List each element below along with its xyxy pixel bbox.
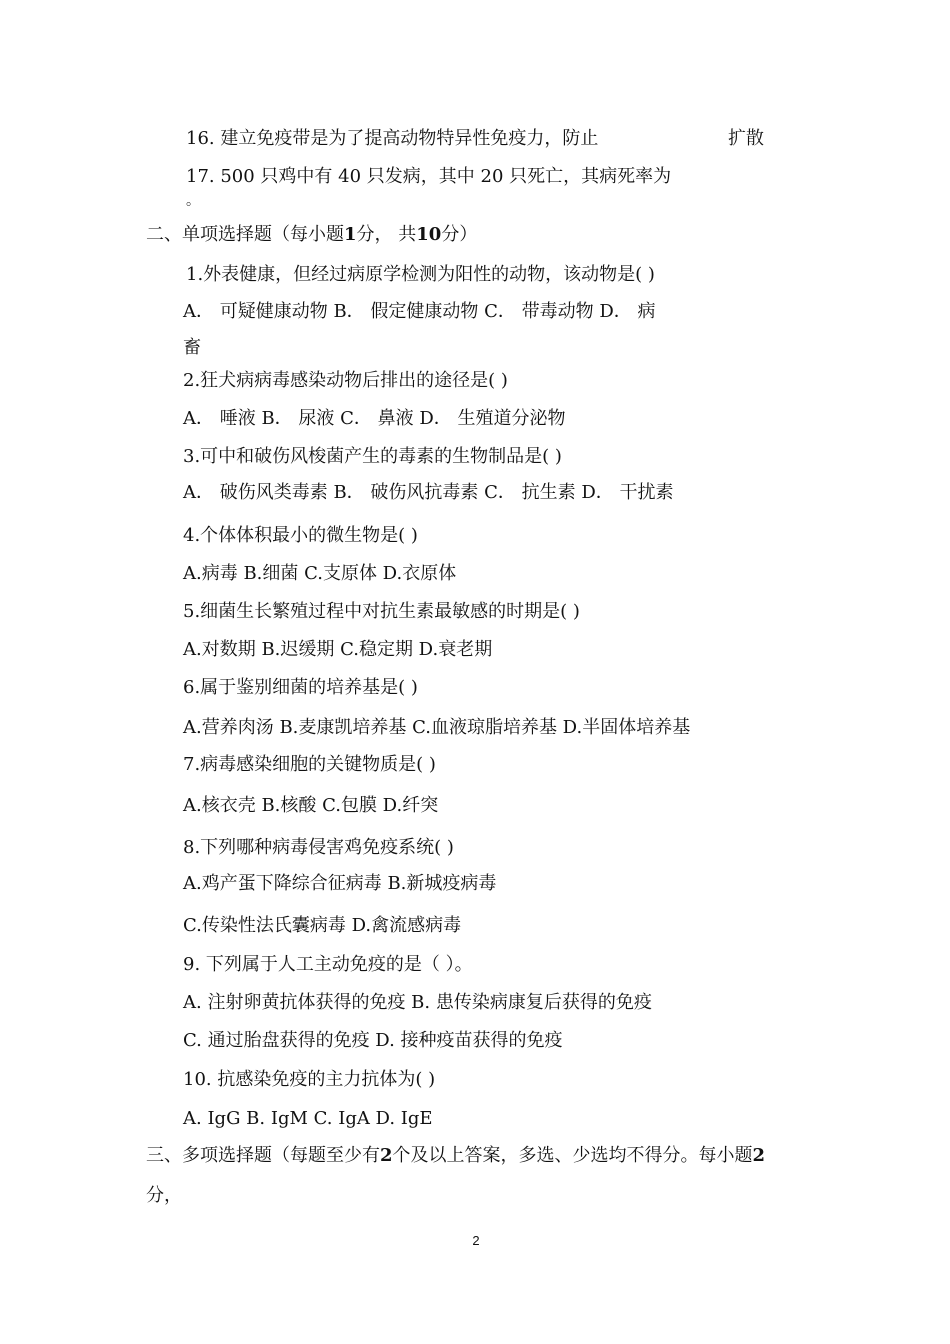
section-3-prefix: 三、多项选择题（每题至少有: [146, 1145, 380, 1166]
question-17: 17. 500 只鸡中有 40 只发病，其中 20 只死亡，其病死率为: [186, 166, 672, 187]
section-2-score-total: 10: [416, 224, 442, 245]
question-9-stem: 9. 下列属于人工主动免疫的是（ ）。: [183, 954, 473, 975]
section-3-score-each: 2: [752, 1145, 766, 1166]
section-2-mid: 分， 共: [356, 224, 417, 245]
question-17-tail: 。: [186, 193, 200, 209]
section-3-min-answers: 2: [380, 1145, 393, 1166]
question-16-tail: 扩散: [728, 128, 764, 149]
page-number: 2: [472, 1233, 480, 1248]
question-3-stem: 3.可中和破伤风梭菌产生的毒素的生物制品是( ): [183, 446, 562, 467]
question-6-stem: 6.属于鉴别细菌的培养基是( ): [183, 677, 418, 698]
question-1-options-cont: 畜: [183, 337, 201, 358]
section-2-heading: [146, 224, 477, 246]
question-10-stem: 10. 抗感染免疫的主力抗体为( ): [183, 1069, 436, 1090]
question-10-options: A. IgG B. IgM C. IgA D. IgE: [183, 1108, 433, 1129]
question-16: [186, 128, 598, 150]
question-8-options: A.鸡产蛋下降综合征病毒 B.新城疫病毒: [183, 873, 497, 894]
question-5-options: A.对数期 B.迟缓期 C.稳定期 D.衰老期: [183, 639, 493, 660]
section-3-mid: 个及以上答案，多选、少选均不得分。每小题: [392, 1145, 753, 1166]
section-2-score-each: 1: [344, 224, 357, 245]
question-8-stem: 8.下列哪种病毒侵害鸡免疫系统( ): [183, 837, 454, 858]
question-9-options-cont: C. 通过胎盘获得的免疫 D. 接种疫苗获得的免疫: [183, 1030, 563, 1051]
question-2-options: A． 唾液 B． 尿液 C． 鼻液 D． 生殖道分泌物: [183, 408, 566, 429]
question-4-options: A.病毒 B.细菌 C.支原体 D.衣原体: [183, 563, 457, 584]
section-2-suffix: 分）: [441, 224, 478, 245]
question-8-options-cont: C.传染性法氏囊病毒 D.禽流感病毒: [183, 915, 462, 936]
question-16-text: 16. 建立免疫带是为了提高动物特异性免疫力，防止: [186, 128, 599, 149]
question-6-options: A.营养肉汤 B.麦康凯培养基 C.血液琼脂培养基 D.半固体培养基: [183, 717, 691, 738]
question-2-stem: 2.狂犬病病毒感染动物后排出的途径是( ): [183, 370, 508, 391]
section-3-heading-cont: 分，: [146, 1185, 182, 1206]
question-9-options: A. 注射卵黄抗体获得的免疫 B. 患传染病康复后获得的免疫: [183, 992, 652, 1013]
section-2-prefix: 二、单项选择题（每小题: [146, 224, 344, 245]
question-1-options: A． 可疑健康动物 B． 假定健康动物 C． 带毒动物 D． 病: [183, 301, 656, 322]
question-5-stem: 5.细菌生长繁殖过程中对抗生素最敏感的时期是( ): [183, 601, 580, 622]
question-3-options: A． 破伤风类毒素 B． 破伤风抗毒素 C． 抗生素 D． 干扰素: [183, 482, 674, 503]
question-7-options: A.核衣壳 B.核酸 C.包膜 D.纤突: [183, 795, 439, 816]
question-1-stem: 1.外表健康，但经过病原学检测为阳性的动物，该动物是( ): [186, 264, 655, 285]
question-7-stem: 7.病毒感染细胞的关键物质是( ): [183, 754, 436, 775]
section-3-heading: [146, 1145, 765, 1167]
question-4-stem: 4.个体体积最小的微生物是( ): [183, 525, 418, 546]
